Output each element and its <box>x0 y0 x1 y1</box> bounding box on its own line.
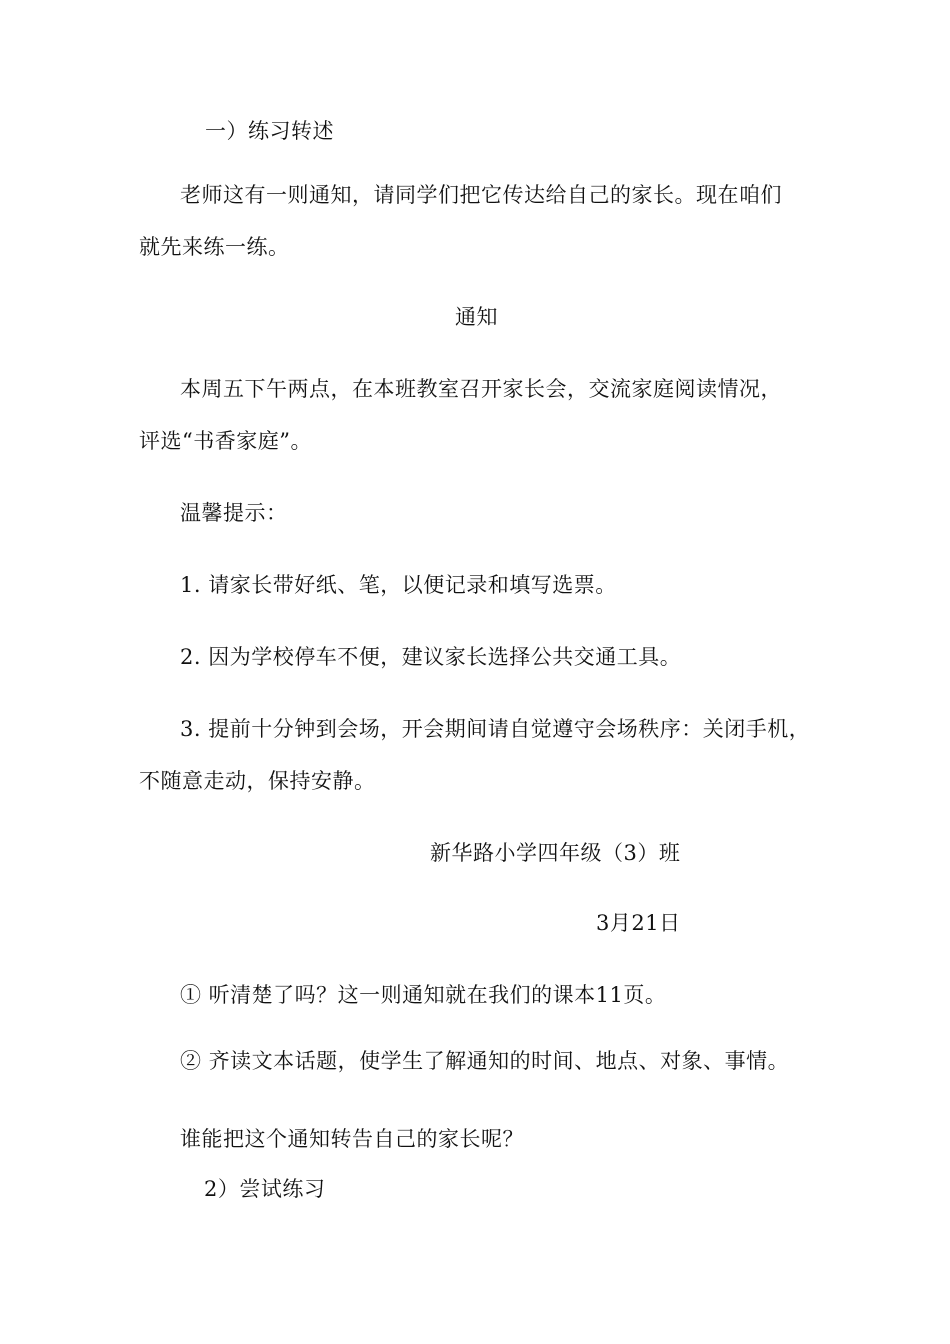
notice-signature: 新华路小学四年级（3）班 <box>430 841 681 865</box>
notice-body-line-1: 本周五下午两点，在本班教室召开家长会，交流家庭阅读情况， <box>180 377 782 401</box>
question-text: 谁能把这个通知转告自己的家长呢？ <box>180 1127 524 1151</box>
notice-title: 通知 <box>455 305 498 329</box>
notice-date: 3月21日 <box>596 911 681 935</box>
tips-label: 温馨提示： <box>180 501 288 525</box>
tip-item-2: 2. 因为学校停车不便，建议家长选择公共交通工具。 <box>180 645 682 669</box>
section-heading-1: 一）练习转述 <box>205 119 334 143</box>
step-item-2: ② 齐读文本话题，使学生了解通知的时间、地点、对象、事情。 <box>180 1049 790 1073</box>
tip-item-3-line-1: 3. 提前十分钟到会场，开会期间请自觉遵守会场秩序：关闭手机， <box>180 717 811 741</box>
step-item-1: ① 听清楚了吗？这一则通知就在我们的课本11页。 <box>180 983 667 1007</box>
notice-body-line-2: 评选“书香家庭”。 <box>139 429 312 453</box>
intro-paragraph-line-1: 老师这有一则通知，请同学们把它传达给自己的家长。现在咱们 <box>180 183 782 207</box>
section-heading-2: 2）尝试练习 <box>204 1177 326 1201</box>
tip-item-1: 1. 请家长带好纸、笔，以便记录和填写选票。 <box>180 573 617 597</box>
intro-paragraph-line-2: 就先来练一练。 <box>139 235 290 259</box>
tip-item-3-line-2: 不随意走动，保持安静。 <box>139 769 376 793</box>
